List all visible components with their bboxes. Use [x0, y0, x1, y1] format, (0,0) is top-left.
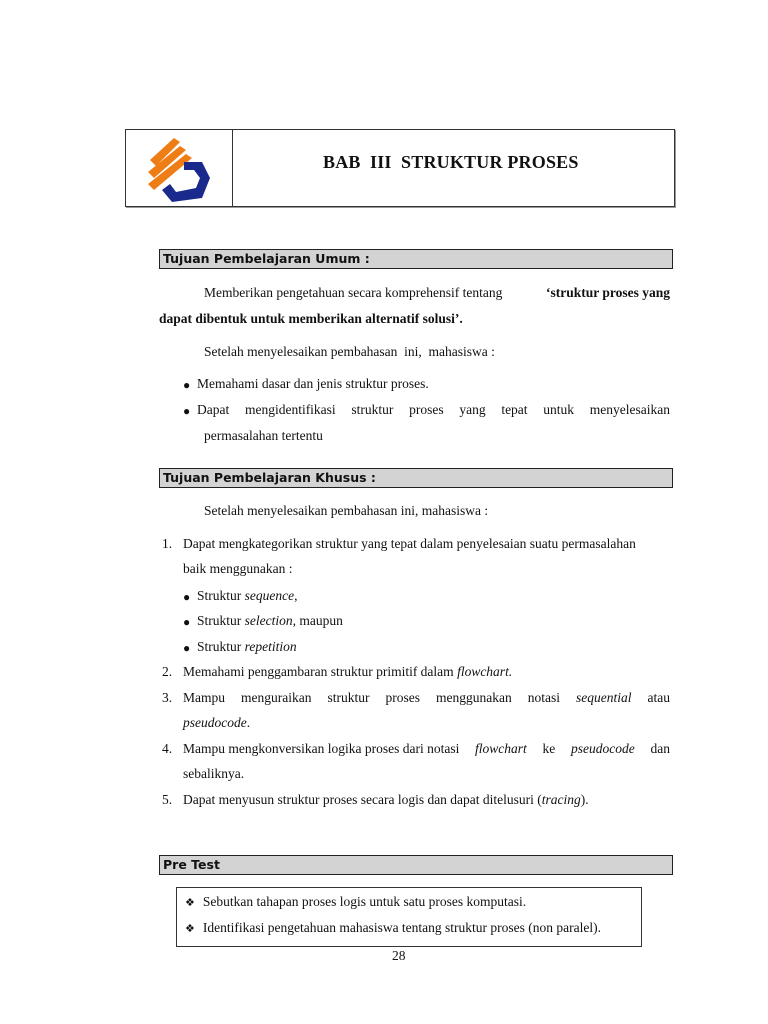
word: menguraikan: [241, 690, 312, 705]
word: menyelesaikan: [589, 402, 670, 417]
diamond-bullet-icon: ❖: [185, 922, 195, 935]
item-text: dan: [650, 741, 670, 756]
bullet-icon: ●: [183, 378, 191, 392]
word: proses: [409, 402, 444, 417]
item-text: ke: [542, 741, 556, 756]
word: struktur: [351, 402, 394, 417]
sub-term: repetition: [244, 639, 297, 654]
sub-suffix: maupun: [296, 613, 343, 628]
word: struktur: [327, 690, 370, 705]
sub-suffix: ,: [294, 588, 298, 603]
list-number: 3.: [162, 690, 173, 705]
item-term: pseudocode: [183, 715, 247, 730]
pretest-item-2: [185, 920, 601, 936]
list-number: 1.: [162, 536, 173, 551]
tpk-sub-3: [197, 639, 297, 655]
chapter-title: BAB III STRUKTUR PROSES: [323, 152, 579, 172]
word: Dapat: [197, 402, 230, 417]
list-number: 4.: [162, 741, 173, 756]
tpk-item-4-line2: sebaliknya.: [183, 766, 245, 781]
tpk-after-text: Setelah menyelesaikan pembahasan ini, mahasiswa :: [204, 503, 489, 518]
chapter-header: [125, 129, 675, 207]
section-heading-pretest: Pre Test: [159, 855, 673, 875]
list-number: 5.: [162, 792, 173, 807]
bullet-icon: ●: [183, 590, 191, 604]
page-number: 28: [392, 948, 406, 963]
pretest-item-text: Identifikasi pengetahuan mahasiswa tentang struktur proses (non paralel).: [202, 920, 601, 935]
sub-prefix: Struktur: [197, 639, 245, 654]
tpu-after-text: Setelah menyelesaikan pembahasan ini, mahasiswa :: [204, 344, 495, 359]
tpk-item-3-line2: [183, 715, 250, 731]
tpu-intro-bold: ‘struktur proses yang: [545, 285, 670, 300]
pretest-item-text: Sebutkan tahapan proses logis untuk satu proses komputasi.: [202, 894, 527, 909]
diamond-bullet-icon: ❖: [185, 896, 195, 909]
item-term: pseudocode: [571, 741, 635, 756]
word: mengidentifikasi: [244, 402, 336, 417]
item-term: flowchart: [475, 741, 527, 756]
section-heading-tpk: Tujuan Pembelajaran Khusus :: [159, 468, 673, 488]
tpu-bullet-2: [197, 402, 670, 418]
item-term: sequential: [575, 690, 632, 705]
tpu-intro-text: Memberikan pengetahuan secara komprehensif tentang: [204, 285, 506, 300]
word: tepat: [501, 402, 528, 417]
bullet-icon: ●: [183, 641, 191, 655]
item-punct: ).: [580, 792, 589, 807]
tpu-intro-line1: [204, 285, 670, 301]
word: proses: [385, 690, 420, 705]
tpu-bullet-2-cont: permasalahan tertentu: [204, 428, 323, 443]
pretest-box: [176, 887, 642, 947]
tpk-item-3-line1: [183, 690, 670, 706]
tpk-item-2: [183, 664, 512, 680]
tpk-item-4-line1: [183, 741, 670, 757]
word: Mampu: [183, 690, 225, 705]
tpk-sub-2: [197, 613, 343, 629]
sub-term: selection,: [244, 613, 296, 628]
item-term: flowchart.: [457, 664, 513, 679]
tpu-intro-line2: [159, 311, 463, 327]
tpk-sub-1: [197, 588, 298, 604]
item-text: Mampu mengkonversikan logika proses dari notasi: [183, 741, 460, 756]
institution-logo: [144, 132, 214, 206]
tpk-item-5: [183, 792, 589, 808]
list-number: 2.: [162, 664, 173, 679]
pretest-item-1: [185, 894, 526, 910]
tpk-item-1-line1: Dapat mengkategorikan struktur yang tepat dalam penyelesaian suatu permasalahan: [183, 536, 636, 551]
bullet-icon: ●: [183, 404, 191, 418]
section-heading-tpu: Tujuan Pembelajaran Umum :: [159, 249, 673, 269]
tpk-item-1-line2: baik menggunakan :: [183, 561, 293, 576]
word: menggunakan: [435, 690, 512, 705]
tpu-bullet-1: Memahami dasar dan jenis struktur proses.: [197, 376, 429, 391]
bullet-icon: ●: [183, 615, 191, 629]
sub-term: sequence: [244, 588, 295, 603]
word: atau: [647, 690, 670, 705]
item-term: tracing: [541, 792, 581, 807]
word: yang: [459, 402, 486, 417]
item-text: Memahami penggambaran struktur primitif dalam: [183, 664, 458, 679]
title-cell: [233, 130, 674, 206]
item-punct: .: [246, 715, 251, 730]
item-text: Dapat menyusun struktur proses secara logis dan dapat ditelusuri (: [183, 792, 542, 807]
word: notasi: [527, 690, 560, 705]
word: untuk: [543, 402, 575, 417]
logo-cell: [126, 130, 233, 206]
tpu-intro-bold-2: dapat dibentuk untuk memberikan alternatif solusi’.: [159, 311, 463, 326]
sub-prefix: Struktur: [197, 613, 245, 628]
sub-prefix: Struktur: [197, 588, 245, 603]
